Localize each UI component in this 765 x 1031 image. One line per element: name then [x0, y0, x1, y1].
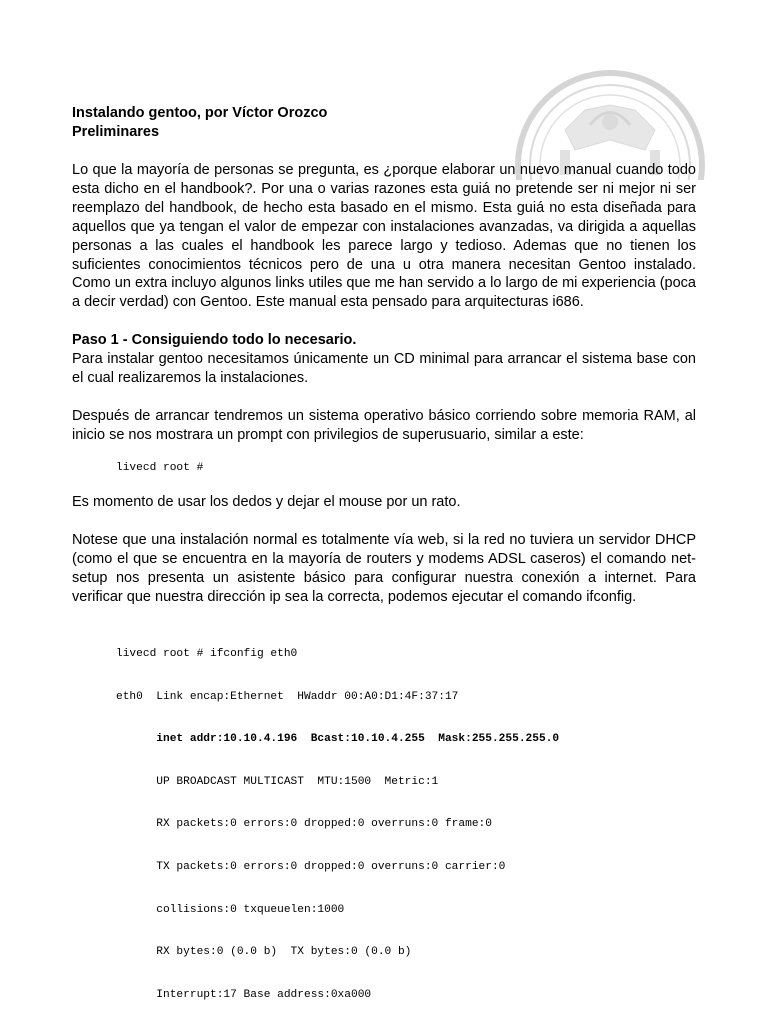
step1-paragraph: Para instalar gentoo necesitamos únicamente un CD minimal para arrancar el sistema base con el cual realizaremos la instalaciones.	[72, 351, 696, 387]
code-line: livecd root # ifconfig eth0	[116, 648, 298, 661]
keyboard-note: Es momento de usar los dedos y dejar el mouse por un rato.	[72, 494, 461, 511]
document-body	[72, 104, 696, 1031]
ifconfig-output	[116, 619, 696, 1031]
code-line: RX packets:0 errors:0 dropped:0 overruns:0 frame:0	[116, 818, 492, 831]
code-line: RX bytes:0 (0.0 b) TX bytes:0 (0.0 b)	[116, 946, 412, 959]
code-line: eth0 Link encap:Ethernet HWaddr 00:A0:D1:4F:37:17	[116, 690, 459, 703]
code-line-inet: inet addr:10.10.4.196 Bcast:10.10.4.255 Mask:255.255.255.0	[116, 733, 560, 746]
document-title: Instalando gentoo, por Víctor Orozco	[72, 105, 328, 121]
code-line: Interrupt:17 Base address:0xa000	[116, 988, 372, 1001]
code-line: collisions:0 txqueuelen:1000	[116, 903, 345, 916]
step1-heading: Paso 1 - Consiguiendo todo lo necesario.	[72, 332, 357, 349]
intro-paragraph: Lo que la mayoría de personas se pregunta, es ¿porque elaborar un nuevo manual cuando todo esta dicho en el handbook?. Por una o varias razones esta guiá no pretende ser ni mejor ni ser reemplazo del handbook, de hecho esta basado en el mismo. Esta guiá no esta diseñada para aquellos que ya tengan el valor de empezar con instalaciones avanzadas, va dirigida a aquellas personas a las cuales el handbook les parece largo y tedioso. Ademas que no tienen los suficientes conocimientos técnicos pero de una u otra manera necesitan Gentoo instalado. Como un extra incluyo algunos links utiles que me han servido a lo largo de mi experiencia (poca a decir verdad) con Gentoo. Este manual esta pensado para arquitecturas i686.	[72, 162, 696, 311]
after-boot-paragraph: Después de arrancar tendremos un sistema operativo básico corriendo sobre memoria RAM, al inicio se nos mostrara un prompt con privilegios de superusuario, similar a este:	[72, 408, 696, 443]
document-subtitle: Preliminares	[72, 124, 160, 140]
prompt-code: livecd root #	[116, 461, 204, 474]
code-line: UP BROADCAST MULTICAST MTU:1500 Metric:1	[116, 775, 439, 788]
code-line: TX packets:0 errors:0 dropped:0 overruns:0 carrier:0	[116, 861, 506, 874]
network-paragraph: Notese que una instalación normal es totalmente vía web, si la red no tuviera un servidor DHCP (como el que se encuentra en la mayoría de routers y modems ADSL caseros) el comando net-setup nos presenta un asistente básico para configurar nuestra conexión a internet. Para verificar que nuestra dirección ip sea la correcta, podemos ejecutar el comando ifconfig.	[72, 531, 696, 605]
